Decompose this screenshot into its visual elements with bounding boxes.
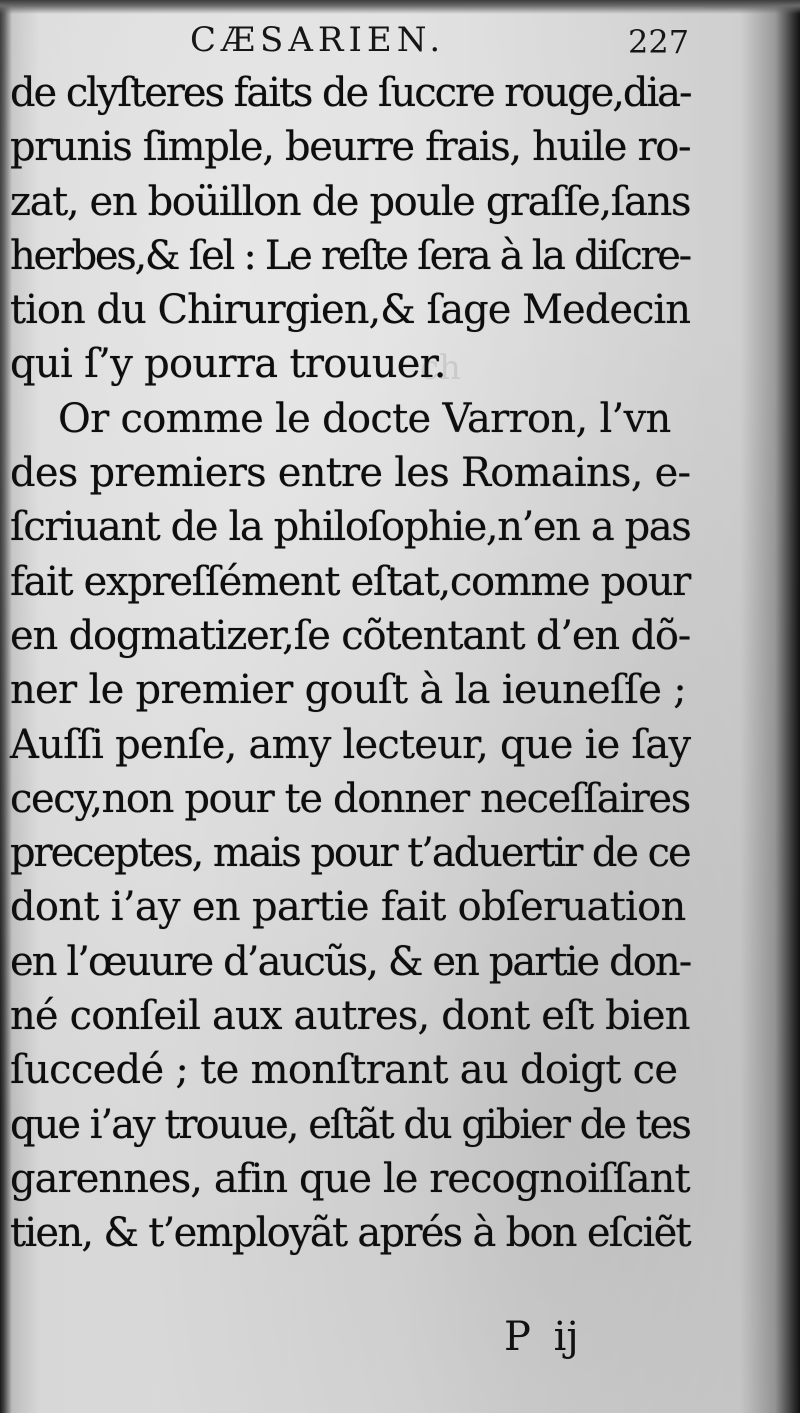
running-head: CÆSARIEN. bbox=[190, 20, 446, 60]
text-line: qui ſ’y pourra trouuer. bbox=[10, 341, 446, 388]
text-line: de clyſteres faits de ſuccre rouge,dia- bbox=[10, 70, 691, 116]
show-through-text: ch bbox=[420, 348, 548, 388]
text-line: preceptes, mais pour t’aduertir de ce bbox=[10, 830, 690, 877]
signature-mark: P ij bbox=[504, 1314, 579, 1360]
text-line: dont i’ay en partie fait obſeruation bbox=[10, 884, 686, 931]
text-line: tion du Chirurgien,& ſage Medecin bbox=[10, 287, 690, 334]
text-line: en dogmatizer,ſe cõtentant d’en dõ- bbox=[10, 612, 691, 659]
body-text bbox=[10, 66, 690, 1261]
page-header bbox=[0, 18, 800, 62]
text-line: zat, en boüillon de poule graſſe,ſans bbox=[10, 178, 691, 225]
text-line: que i’ay trouue, eſtãt du gibier de tes bbox=[10, 1101, 690, 1148]
text-line: ner le premier gouſt à la ieuneſſe ; bbox=[10, 667, 686, 714]
page-top-edge bbox=[0, 0, 800, 14]
text-line: ſcriuant de la philoſophie,n’en a pas bbox=[10, 504, 691, 551]
text-line: cecy,non pour te donner neceſſaires bbox=[10, 775, 690, 822]
page-number: 227 bbox=[628, 23, 690, 61]
text-line: des premiers entre les Romains, e- bbox=[10, 450, 691, 497]
text-line: garennes, afin que le recognoiſſant bbox=[10, 1155, 690, 1202]
text-line: fait expreſſément eſtat,comme pour bbox=[10, 558, 690, 605]
text-line: Auſſi penſe, amy lecteur, que ie ſay bbox=[10, 721, 691, 768]
text-line: né conſeil aux autres, dont eſt bien bbox=[10, 993, 690, 1040]
text-line: tien, & t’employãt aprés à bon eſciẽt bbox=[10, 1210, 690, 1257]
paragraph-start-line: Or comme le docte Varron, l’vn bbox=[58, 395, 671, 442]
text-line: herbes,& ſel : Le reſte ſera à la diſcre- bbox=[10, 232, 690, 279]
text-line: en l’œuure d’aucũs, & en partie don- bbox=[10, 938, 691, 985]
text-line: prunis ſimple, beurre frais, huile ro- bbox=[10, 124, 691, 171]
text-line: ſuccedé ; te monſtrant au doigt ce bbox=[10, 1047, 678, 1094]
